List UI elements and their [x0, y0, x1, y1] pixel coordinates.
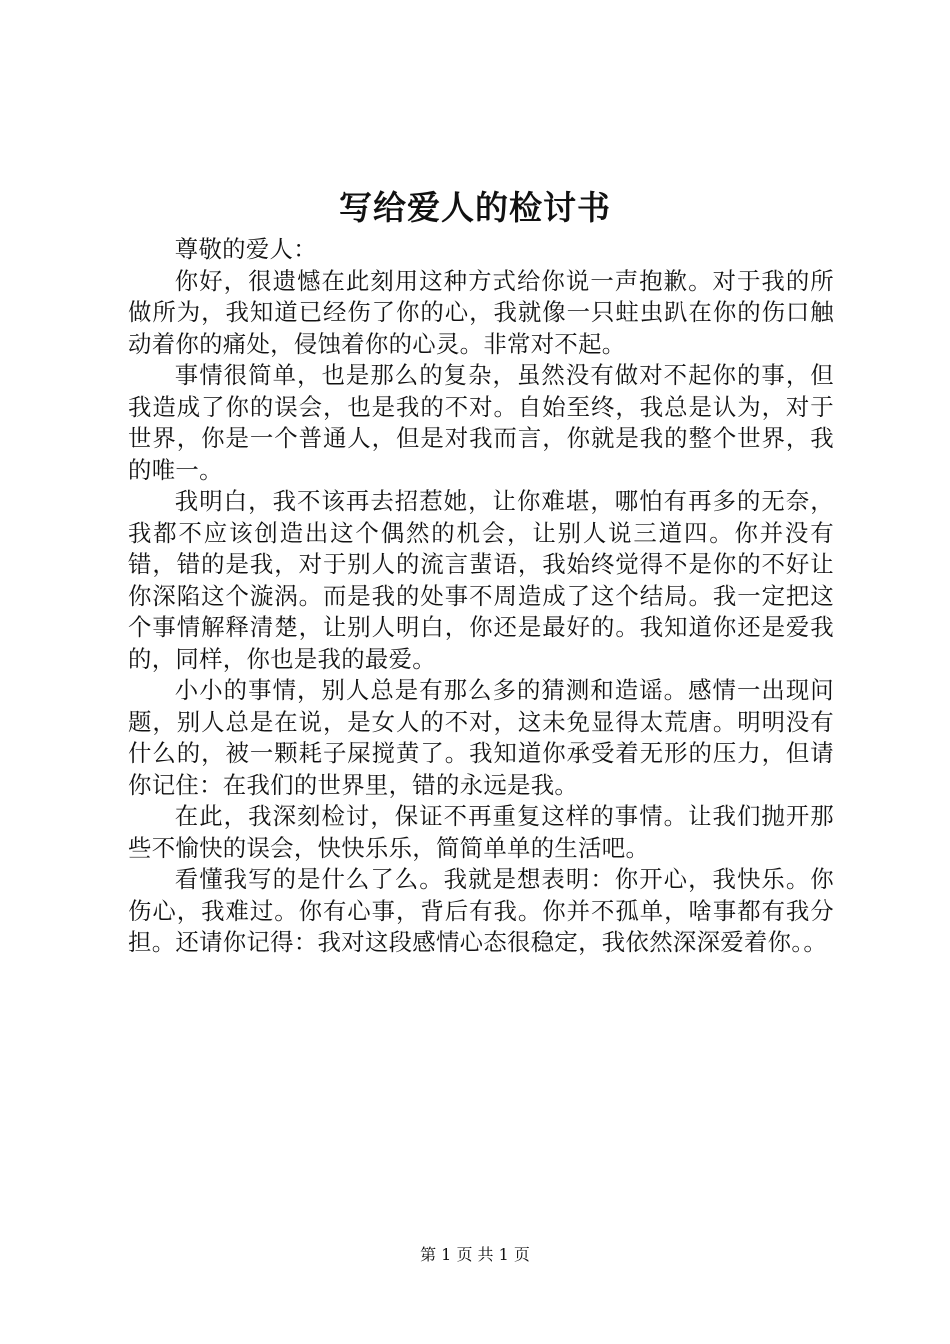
paragraph-6: 看懂我写的是什么了么。我就是想表明：你开心，我快乐。你伤心，我难过。你有心事，背后有我。你并不孤单，啥事都有我分担。还请你记得：我对这段感情心态很稳定，我依然深深爱着你。。	[128, 865, 834, 956]
paragraph-2: 事情很简单，也是那么的复杂，虽然没有做对不起你的事，但我造成了你的误会，也是我的不对。自始至终，我总是认为，对于世界，你是一个普通人，但是对我而言，你就是我的整个世界，我的唯一。	[128, 361, 834, 484]
paragraph-1: 你好，很遗憾在此刻用这种方式给你说一声抱歉。对于我的所做所为，我知道已经伤了你的心，我就像一只蛀虫趴在你的伤口触动着你的痛处，侵蚀着你的心灵。非常对不起。	[128, 266, 834, 358]
paragraph-3: 我明白，我不该再去招惹她，让你难堪，哪怕有再多的无奈，我都不应该创造出这个偶然的机会，让别人说三道四。你并没有错，错的是我，对于别人的流言蜚语，我始终觉得不是你的不好让你深陷这个漩涡。而是我的处事不周造成了这个结局。我一定把这个事情解释清楚，让别人明白，你还是最好的。我知道你还是爱我的，同样，你也是我的最爱。	[128, 487, 834, 673]
page-footer: 第 1 页 共 1 页	[420, 1245, 530, 1264]
paragraph-5: 在此，我深刻检讨，保证不再重复这样的事情。让我们抛开那些不愉快的误会，快快乐乐，简简单单的生活吧。	[128, 802, 834, 862]
salutation: 尊敬的爱人：	[174, 235, 317, 263]
paragraph-4: 小小的事情，别人总是有那么多的猜测和造谣。感情一出现问题，别人总是在说，是女人的不对，这未免显得太荒唐。明明没有什么的，被一颗耗子屎搅黄了。我知道你承受着无形的压力，但请你记住：在我们的世界里，错的永远是我。	[128, 676, 834, 799]
document-body	[128, 234, 834, 959]
document-title: 写给爱人的检讨书	[339, 188, 611, 227]
